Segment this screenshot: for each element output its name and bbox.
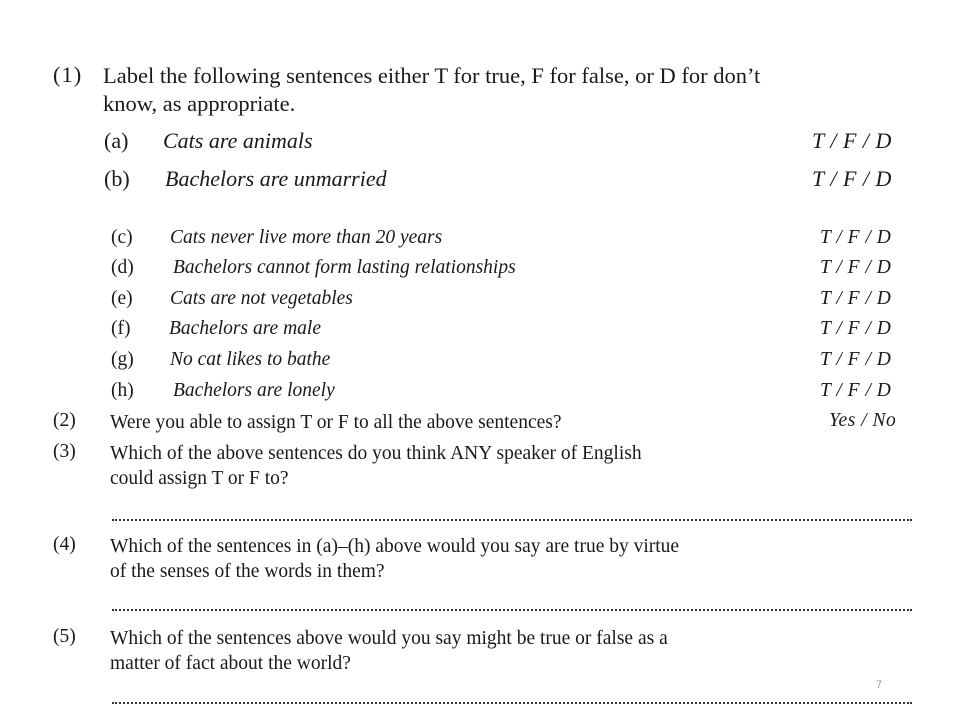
- item-d-tfd-options[interactable]: T / F / D: [820, 257, 892, 278]
- item-f-label: (f): [111, 318, 131, 339]
- item-h-label: (h): [111, 380, 134, 401]
- item-h-text: Bachelors are lonely: [173, 380, 335, 401]
- question-4-number: (4): [53, 534, 76, 555]
- yes-no-options[interactable]: Yes / No: [829, 410, 897, 431]
- item-e-text: Cats are not vegetables: [170, 288, 353, 309]
- item-g-text: No cat likes to bathe: [170, 349, 331, 370]
- item-c-text: Cats never live more than 20 years: [170, 227, 443, 248]
- item-a-tfd-options[interactable]: T / F / D: [812, 128, 892, 153]
- question-4-line-1: Which of the sentences in (a)–(h) above would you say are true by virtue: [110, 536, 680, 557]
- question-5-text: [110, 626, 910, 676]
- item-c-label: (c): [111, 227, 133, 248]
- question-3-answer-line[interactable]: [112, 515, 912, 521]
- item-d-label: (d): [111, 257, 134, 278]
- item-b-tfd-options[interactable]: T / F / D: [812, 166, 892, 191]
- item-h-tfd-options[interactable]: T / F / D: [820, 380, 892, 401]
- item-f-tfd-options[interactable]: T / F / D: [820, 318, 892, 339]
- item-e-label: (e): [111, 288, 133, 309]
- page-number: 7: [876, 679, 883, 691]
- question-2-number: (2): [53, 410, 76, 431]
- question-1-line-1: Label the following sentences either T for true, F for false, or D for don’t: [103, 63, 761, 88]
- item-g-tfd-options[interactable]: T / F / D: [820, 349, 892, 370]
- question-5-answer-line[interactable]: [112, 698, 912, 704]
- item-a-text: Cats are animals: [163, 128, 313, 153]
- question-5-line-2: matter of fact about the world?: [110, 653, 351, 674]
- question-5-line-1: Which of the sentences above would you say might be true or false as a: [110, 628, 668, 649]
- question-4-answer-line[interactable]: [112, 605, 912, 611]
- question-4-text: [110, 534, 910, 584]
- item-e-tfd-options[interactable]: T / F / D: [820, 288, 892, 309]
- item-a-label: (a): [104, 128, 129, 153]
- item-d-text: Bachelors cannot form lasting relationships: [173, 257, 516, 278]
- question-3-text: [110, 441, 910, 491]
- item-g-label: (g): [111, 349, 134, 370]
- question-2-text: Were you able to assign T or F to all the above sentences?: [110, 412, 562, 433]
- question-3-line-2: could assign T or F to?: [110, 468, 289, 489]
- question-1-line-2: know, as appropriate.: [103, 91, 296, 116]
- question-5-number: (5): [53, 626, 76, 647]
- question-3-line-1: Which of the above sentences do you think ANY speaker of English: [110, 443, 642, 464]
- item-b-text: Bachelors are unmarried: [165, 166, 387, 191]
- question-1-number: (1): [53, 62, 83, 87]
- item-f-text: Bachelors are male: [169, 318, 321, 339]
- question-1-text: [103, 62, 903, 118]
- item-b-label: (b): [104, 166, 130, 191]
- question-3-number: (3): [53, 441, 76, 462]
- item-c-tfd-options[interactable]: T / F / D: [820, 227, 892, 248]
- question-4-line-2: of the senses of the words in them?: [110, 561, 385, 582]
